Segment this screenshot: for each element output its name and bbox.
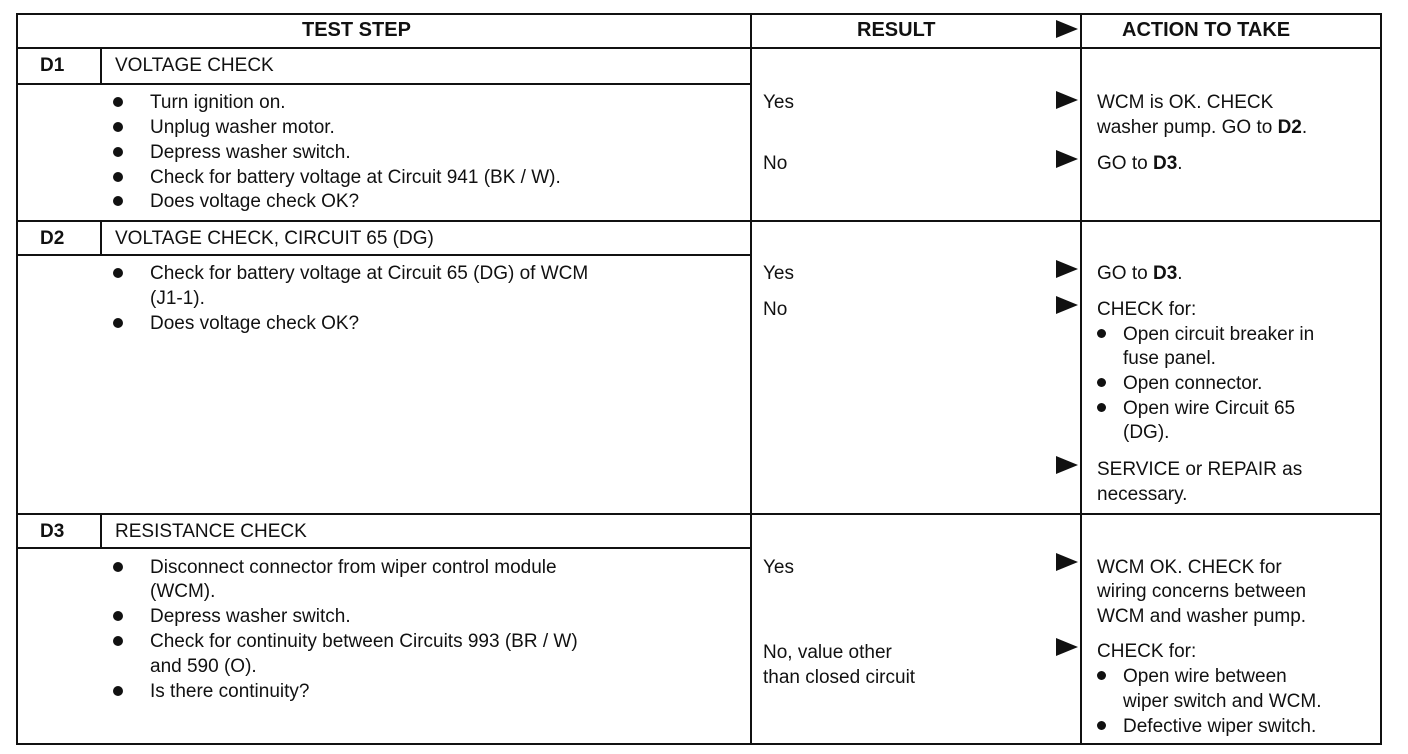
d2-action-service-line2: necessary. [1097, 484, 1188, 505]
d1-bullet-1: Turn ignition on. [113, 91, 286, 116]
result-column-divider [750, 13, 752, 745]
bullet-dot-icon [113, 196, 123, 206]
d3-bullet-1-cont: (WCM). [150, 581, 216, 602]
d3-yes-arrow-icon [1056, 553, 1078, 571]
bullet-dot-icon [113, 562, 123, 572]
d3-no-arrow-icon [1056, 638, 1078, 656]
bullet-dot-icon [113, 97, 123, 107]
d1-action-no: GO to D3. [1097, 153, 1183, 174]
d2-bullet-2: Does voltage check OK? [113, 312, 359, 337]
d2-bottom-divider [16, 513, 1382, 515]
header-test-step: TEST STEP [302, 19, 411, 41]
d3-action-item-1: Open wire between [1097, 665, 1287, 690]
step-id-d3: D3 [40, 521, 65, 542]
d1-action-yes-line1: WCM is OK. CHECK [1097, 92, 1274, 113]
bullet-dot-icon [1097, 329, 1106, 338]
bullet-dot-icon [1097, 378, 1106, 387]
d1-step-id-divider [100, 47, 102, 85]
d2-action-item-3: Open wire Circuit 65 [1097, 397, 1295, 422]
d2-action-service-line1: SERVICE or REPAIR as [1097, 459, 1303, 480]
bullet-dot-icon [113, 611, 123, 621]
bullet-dot-icon [1097, 403, 1106, 412]
d3-result-yes: Yes [763, 557, 794, 578]
d3-step-id-divider [100, 513, 102, 549]
d3-action-yes-line2: wiring concerns between [1097, 581, 1307, 602]
d2-action-yes-step: D3 [1152, 263, 1178, 284]
d2-action-no-title: CHECK for: [1097, 299, 1197, 320]
d1-result-no: No [763, 153, 788, 174]
d2-result-yes: Yes [763, 263, 794, 284]
table-border-bottom [16, 743, 1382, 745]
d2-action-yes: GO to D3. [1097, 263, 1183, 284]
d3-bullet-1: Disconnect connector from wiper control module [113, 556, 557, 581]
d3-title-divider [16, 547, 752, 549]
d2-yes-arrow-icon [1056, 260, 1078, 278]
d1-bullet-3: Depress washer switch. [113, 141, 351, 166]
step-title-d2: VOLTAGE CHECK, CIRCUIT 65 (DG) [115, 228, 434, 249]
d1-bottom-divider [16, 220, 1382, 222]
d3-action-no-title: CHECK for: [1097, 641, 1197, 662]
d1-title-divider [16, 83, 752, 85]
d3-action-item-2: Defective wiper switch. [1097, 715, 1316, 740]
action-column-divider [1080, 13, 1082, 745]
d2-action-item-1: Open circuit breaker in [1097, 323, 1314, 348]
table-border-top [16, 13, 1382, 15]
d3-action-item-1-cont: wiper switch and WCM. [1123, 691, 1322, 712]
bullet-dot-icon [1097, 671, 1106, 680]
d1-bullet-5: Does voltage check OK? [113, 190, 359, 215]
d1-action-yes-step: D2 [1277, 117, 1302, 138]
d2-result-no: No [763, 299, 788, 320]
table-border-right [1380, 13, 1382, 745]
bullet-dot-icon [113, 172, 123, 182]
bullet-dot-icon [113, 147, 123, 157]
d2-action-item-3-cont: (DG). [1123, 422, 1170, 443]
d2-no-arrow-icon [1056, 296, 1078, 314]
d2-action-item-2: Open connector. [1097, 372, 1262, 397]
d2-bullet-1-cont: (J1-1). [150, 288, 205, 309]
d3-bullet-4: Is there continuity? [113, 680, 309, 705]
d3-result-no-line2: than closed circuit [763, 667, 916, 688]
bullet-dot-icon [113, 686, 123, 696]
header-action: ACTION TO TAKE [1122, 19, 1291, 41]
bullet-dot-icon [113, 636, 123, 646]
d1-action-yes-line2: washer pump. GO to D2. [1097, 117, 1308, 138]
bullet-dot-icon [113, 122, 123, 132]
step-id-d2: D2 [40, 228, 65, 249]
d1-bullet-4: Check for battery voltage at Circuit 941 (BK / W). [113, 166, 561, 191]
d1-no-arrow-icon [1056, 150, 1078, 168]
table-border-left [16, 13, 18, 745]
step-id-d1: D1 [40, 55, 65, 76]
bullet-dot-icon [1097, 721, 1106, 730]
d2-title-divider [16, 254, 752, 256]
header-result: RESULT [857, 19, 936, 41]
d3-result-no-line1: No, value other [763, 642, 892, 663]
d2-bullet-1: Check for battery voltage at Circuit 65 (DG) of WCM [113, 262, 588, 287]
step-title-d1: VOLTAGE CHECK [115, 55, 274, 76]
d1-action-no-step: D3 [1152, 153, 1178, 174]
d3-action-yes-line1: WCM OK. CHECK for [1097, 557, 1282, 578]
d1-yes-arrow-icon [1056, 91, 1078, 109]
bullet-dot-icon [113, 268, 123, 278]
d1-bullet-2: Unplug washer motor. [113, 116, 335, 141]
d1-result-yes: Yes [763, 92, 794, 113]
d2-step-id-divider [100, 220, 102, 256]
d3-bullet-3-cont: and 590 (O). [150, 656, 257, 677]
header-divider [16, 47, 1382, 49]
d3-action-yes-line3: WCM and washer pump. [1097, 606, 1307, 627]
d2-service-arrow-icon [1056, 456, 1078, 474]
bullet-dot-icon [113, 318, 123, 328]
step-title-d3: RESISTANCE CHECK [115, 521, 307, 542]
d3-bullet-2: Depress washer switch. [113, 605, 351, 630]
d2-action-item-1-cont: fuse panel. [1123, 348, 1216, 369]
d3-bullet-3: Check for continuity between Circuits 993 (BR / W) [113, 630, 578, 655]
header-arrow-icon [1056, 20, 1078, 38]
